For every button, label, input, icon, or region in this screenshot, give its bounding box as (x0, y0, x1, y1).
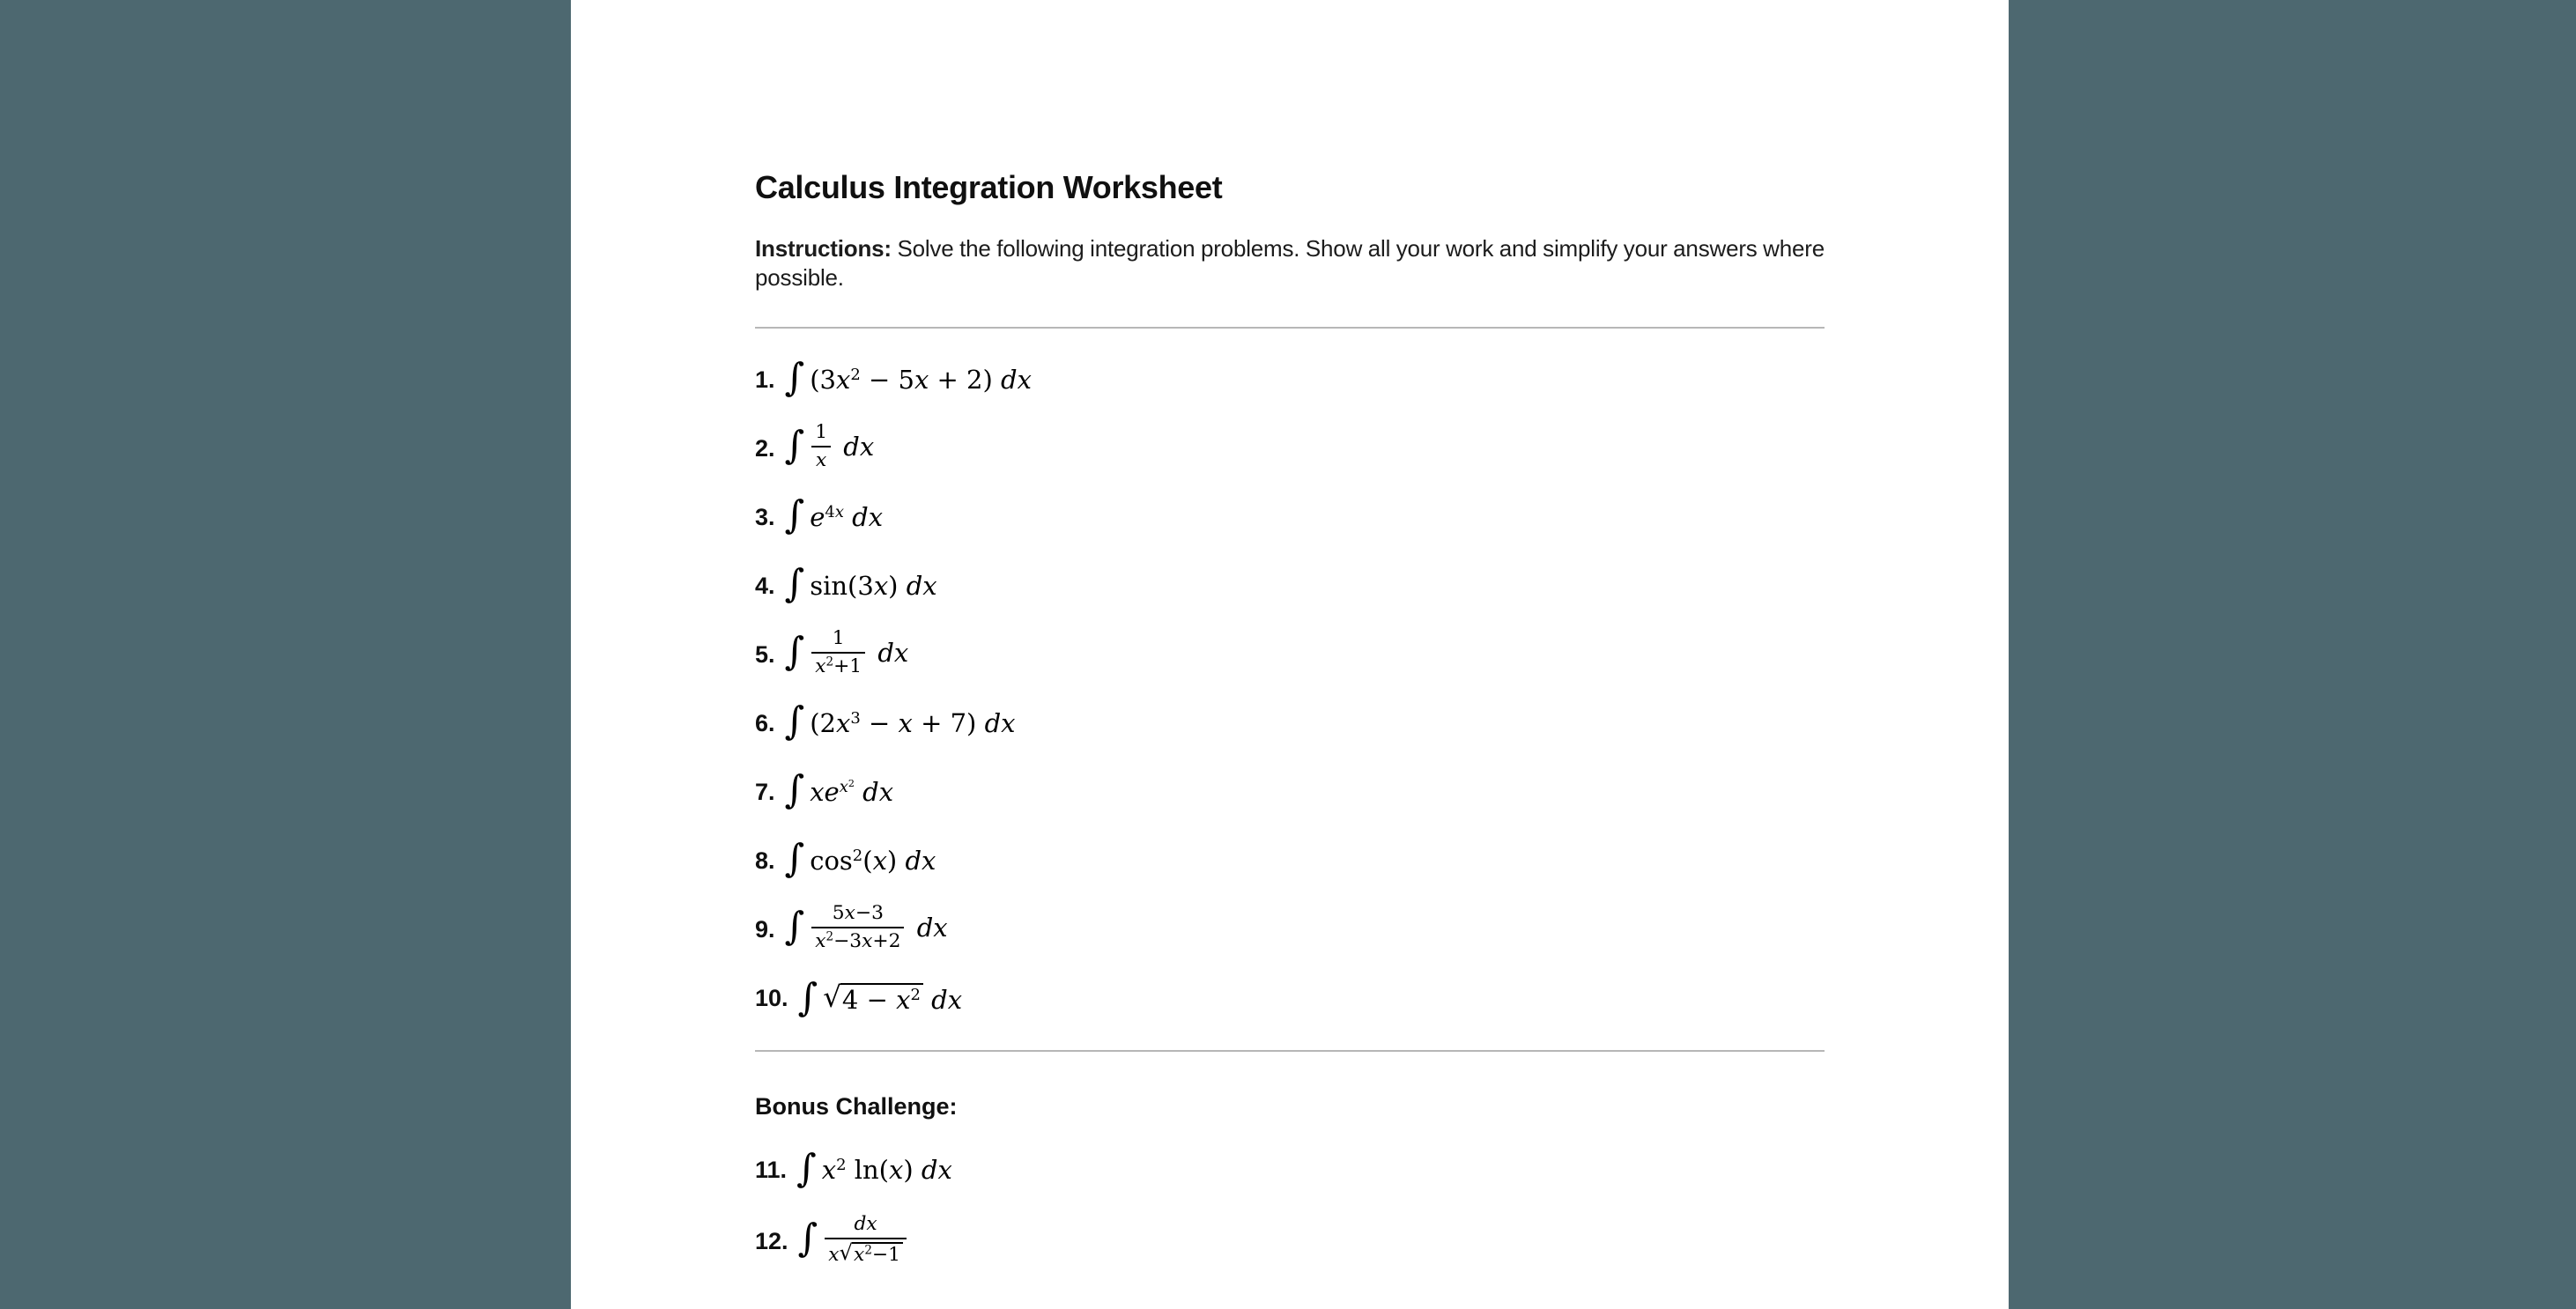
bonus-heading: Bonus Challenge: (755, 1093, 958, 1120)
instructions-text: Solve the following integration problems. Show all your work and simplify your answers where possible. (755, 235, 1825, 291)
problem-number: 6. (755, 709, 775, 736)
problem-row (755, 964, 1825, 1032)
integral-sign-icon: ∫ (784, 356, 805, 401)
math-expression: ∫ $\cos^2(x)$ dx (784, 837, 936, 882)
math-expression: ∫ $x^2$ ln(x) dx (796, 1146, 952, 1191)
radical-sign-icon: √ (839, 1239, 854, 1266)
math-expression: ∫ $\frac{5x-3}{x^2-3x+2}$ dx (784, 902, 948, 953)
math-expression: ∫ $e^{4x}$ dx (784, 493, 884, 538)
problem-row (755, 483, 1825, 551)
problem-number: 10. (755, 984, 788, 1011)
problem-number: 3. (755, 503, 775, 530)
problem-row (755, 689, 1825, 758)
problem-number: 9. (755, 915, 775, 943)
top-divider (755, 327, 1825, 329)
problem-number: 2. (755, 434, 775, 462)
problem-number: 11. (755, 1157, 788, 1183)
bonus-divider (755, 1050, 1825, 1052)
integral-sign-icon: ∫ (784, 493, 805, 538)
math-expression: ∫ $xe^{x^2}$ dx (784, 768, 894, 813)
problem-row (755, 551, 1825, 620)
integral-sign-icon: ∫ (784, 562, 805, 607)
problem-number: 12. (755, 1228, 788, 1254)
problems-list (755, 345, 1825, 1032)
radical-sign-icon: √ (823, 980, 841, 1015)
problem-number: 1. (755, 366, 775, 393)
problem-row (755, 758, 1825, 826)
problem-number: 7. (755, 778, 775, 805)
math-expression: ∫ $\frac{1}{x}$ dx (784, 421, 875, 472)
problem-row (755, 1135, 1825, 1206)
integral-sign-icon: ∫ (796, 1146, 817, 1191)
bonus-problems-list (755, 1135, 1825, 1277)
math-expression: ∫ $\frac{dx}{x√x^2-1}$ (798, 1216, 911, 1268)
integral-sign-icon: ∫ (797, 976, 818, 1021)
instructions-label: Instructions: (755, 235, 892, 262)
problem-number: 8. (755, 847, 775, 874)
math-expression: ∫ $(3x^2 - 5x + 2)$ dx (784, 356, 1032, 401)
integral-sign-icon: ∫ (784, 423, 805, 468)
integral-sign-icon: ∫ (784, 768, 805, 813)
math-expression: ∫ $√4 - x^2$ dx (797, 976, 963, 1021)
problem-row (755, 414, 1825, 483)
problem-number: 4. (755, 572, 775, 599)
math-expression: ∫ $\frac{1}{x^2+1}$ dx (784, 627, 909, 678)
integral-sign-icon: ∫ (784, 837, 805, 882)
integral-sign-icon: ∫ (784, 629, 805, 674)
problem-number: 5. (755, 640, 775, 668)
integral-sign-icon: ∫ (797, 1217, 818, 1261)
math-expression: ∫ $(2x^3 - x + 7)$ dx (784, 699, 1016, 744)
document-page (571, 0, 2009, 1309)
math-expression: ∫ sin(3x) dx (784, 562, 937, 607)
problem-row (755, 895, 1825, 964)
instructions-paragraph (755, 234, 1825, 292)
document-content (571, 0, 2009, 1277)
integral-sign-icon: ∫ (784, 699, 805, 744)
problem-row (755, 1206, 1825, 1277)
integral-sign-icon: ∫ (784, 904, 805, 949)
problem-row (755, 345, 1825, 414)
problem-row (755, 620, 1825, 689)
page-title: Calculus Integration Worksheet (755, 169, 1223, 205)
problem-row (755, 826, 1825, 895)
